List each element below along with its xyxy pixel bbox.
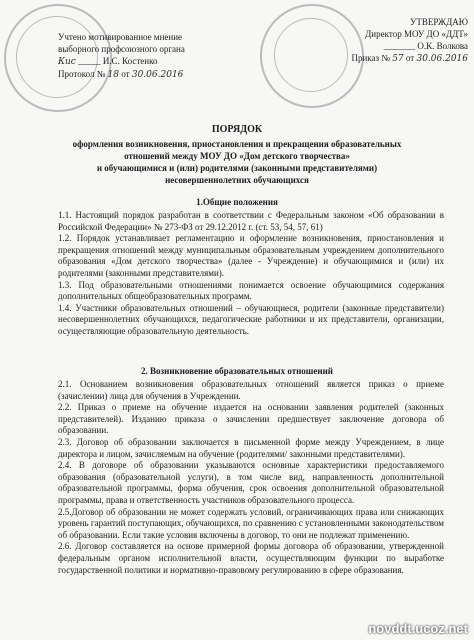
paragraph-1-4: 1.4. Участники образовательных отношений – обучающиеся, родители (законные представители) несовершеннолетних обучающихся, педагогические работники и их представители, организации, осуществляющие образовательную деятельность. bbox=[58, 302, 444, 336]
signature-left: Кис bbox=[58, 57, 76, 67]
paragraph-2-6: 2.6. Договор составляется на основе примерной формы договора об образовании, утвержденной федеральным органом исполнительной власти, осуществляющим функции по выработке государственной политики и нормативно-правовому регулированию в сфере образования. bbox=[58, 541, 444, 575]
paragraph-1-3: 1.3. Под образовательными отношениями понимается освоение обучающимися содержания дополнительных общеобразовательных программ. bbox=[58, 279, 444, 302]
paragraph-1-2: 1.2. Порядок устанавливает регламентацию и оформление возникновения, приостановления и прекращения отношений между муниципальным образовательным учреждением дополнительного образования «Дом детского творчества» (далее - Учреждение) и обучающимися и (или) их родителями (законными представителями). bbox=[58, 233, 444, 278]
order-date: 30.06.2016 bbox=[416, 54, 468, 64]
approval-block-right bbox=[300, 16, 468, 65]
title-main: ПОРЯДОК bbox=[211, 124, 263, 135]
paragraph-2-4: 2.4. В договоре об образовании указываются основные характеристики предоставляемого образования (образовательной услуги), в том числе вид, направленность дополнительной образовательной программы, форма обучения, срок освоения дополнительной образовательной программы, права и ответственность участников образовательного процесса. bbox=[58, 460, 444, 505]
paragraph-2-2: 2.2. Приказ о приеме на обучение издается на основании заявления родителей (законных представителей). Изданию приказа о зачислении предшествует заключение договора об образовании. bbox=[58, 402, 444, 436]
paragraph-2-3: 2.3. Договор об образовании заключается в письменной форме между Учреждением, в лице директора и лицом, зачисляемым на обучение (родителями/ законными представителями). bbox=[58, 436, 444, 459]
header-right-line4: Приказ № 57 от 30.06.2016 bbox=[351, 53, 468, 64]
title-line3: и обучающимися и (или) родителями (законными представителями) bbox=[96, 163, 378, 173]
site-watermark: novddt.ucoz.net bbox=[368, 621, 468, 636]
approval-block-left bbox=[58, 31, 258, 81]
title-line2: отношений между МОУ ДО «Дом детского творчества» bbox=[124, 151, 350, 161]
section1-body bbox=[58, 210, 444, 338]
section1-heading: 1.Общие положения bbox=[196, 197, 278, 207]
protocol-date: 30.06.2016 bbox=[131, 70, 184, 80]
section2-body bbox=[58, 379, 444, 576]
header-left-line3: Кис _____ И.С. Костенко bbox=[58, 56, 158, 67]
paragraph-1-1: 1.1. Настоящий порядок разработан в соответствии с Федеральным законом «Об образовании в Российской Федерации» № 273-ФЗ от 29.12.2012 г. (ст. 53, 54, 57, 61) bbox=[58, 210, 444, 232]
paragraph-2-5: 2.5.Договор об образовании не может содержать условий, ограничивающих права или снижающих уровень гарантий поступающих, обучающихся, по сравнению с установленными законодательством об образовании. Если такие условия включены в договор, то они не подлежат применению. bbox=[58, 506, 444, 540]
section2-heading: 2. Возникновение образовательных отношений bbox=[141, 366, 333, 376]
header-right-line1: УТВЕРЖДАЮ bbox=[409, 17, 468, 27]
director-name: О.К. Волкова bbox=[417, 41, 468, 51]
document-title bbox=[30, 124, 444, 186]
header-left-line4: Протокол № 18 от 30.06.2016 bbox=[58, 69, 184, 80]
union-head-name: И.С. Костенко bbox=[102, 56, 158, 66]
header-left-line1: Учтено мотивированное мнение bbox=[58, 32, 183, 42]
paragraph-2-1: 2.1. Основанием возникновения образовательных отношений является приказ о приеме (зачислении) лица для обучения в Учреждении. bbox=[58, 379, 444, 401]
order-number: 57 bbox=[392, 54, 404, 64]
title-line1: оформления возникновения, приостановления и прекращения образовательных bbox=[72, 139, 402, 149]
protocol-number: 18 bbox=[107, 70, 120, 80]
header-right-line3: _______ О.К. Волкова bbox=[383, 41, 468, 51]
header-left-line2: выборного профсоюзного органа bbox=[58, 44, 185, 54]
header-right-line2: Директор МОУ ДО «ДДТ» bbox=[365, 29, 468, 39]
title-line4: несовершеннолетних обучающихся bbox=[165, 175, 309, 185]
